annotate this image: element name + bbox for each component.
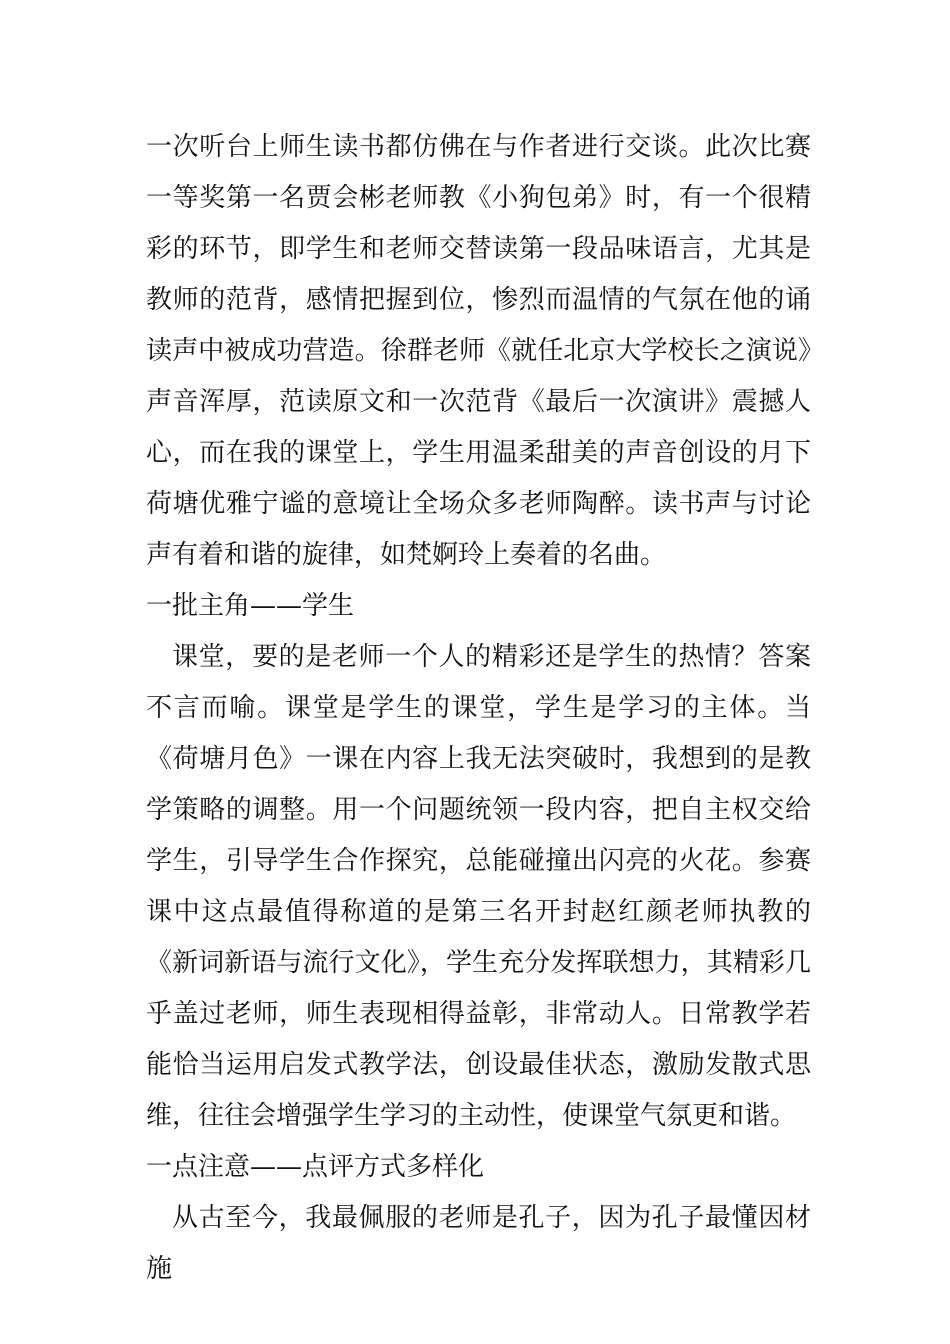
paragraph-commenting: 从古至今，我最佩服的老师是孔子，因为孔子最懂因材施: [146, 1203, 811, 1284]
section-heading-commenting: 一点注意——点评方式多样化: [146, 1152, 485, 1182]
paragraph-students: 课堂，要的是老师一个人的精彩还是学生的热情？答案不言而喻。课堂是学生的课堂，学生是学习的主体。当《荷塘月色》一课在内容上我无法突破时，我想到的是教学策略的调整。用一个问题统领一段内容，把自主权交给学生，引导学生合作探究，总能碰撞出闪亮的火花。参赛课中这点最值得称道的是第三名开封赵红颜老师执教的《新词新语与流行文化》，学生充分发挥联想力，其精彩几乎盖过老师，师生表现相得益彰，非常动人。日常教学若能恰当运用启发式教学法，创设最佳状态，激励发散式思维，往往会增强学生学习的主动性，使课堂气氛更和谐。: [146, 642, 811, 1131]
section-heading-students: 一批主角——学生: [146, 591, 355, 621]
document-body: [146, 122, 811, 1295]
paragraph-continuation: 一次听台上师生读书都仿佛在与作者进行交谈。此次比赛一等奖第一名贾会彬老师教《小狗包弟》时，有一个很精彩的环节，即学生和老师交替读第一段品味语言，尤其是教师的范背，感情把握到位，惨烈而温情的气氛在他的诵读声中被成功营造。徐群老师《就任北京大学校长之演说》声音浑厚，范读原文和一次范背《最后一次演讲》震撼人心，而在我的课堂上，学生用温柔甜美的声音创设的月下荷塘优雅宁谧的意境让全场众多老师陶醉。读书声与讨论声有着和谐的旋律，如梵婀玲上奏着的名曲。: [146, 132, 811, 570]
